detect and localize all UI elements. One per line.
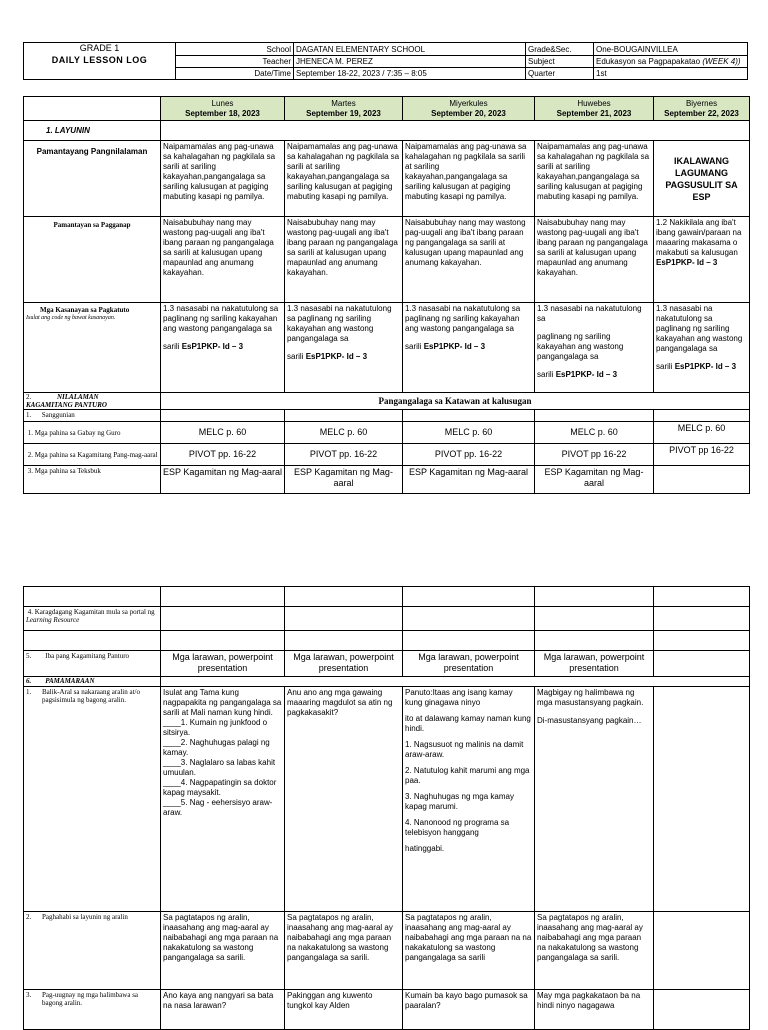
paghahabi-label: 2. Paghahabi sa layunin ng aralin: [24, 912, 161, 990]
pg-label: Pamantayan sa Pagganap: [24, 217, 161, 303]
day-header-wed: Miyerkules September 20, 2023: [403, 97, 535, 121]
grade-sec-value: One-BOUGAINVILLEA: [594, 43, 748, 56]
pu-tue: Pakinggan ang kuwento tungkol kay Alden: [285, 990, 403, 1030]
mk-label-cell: [24, 303, 161, 393]
balik-aral-label: 1. Balik-Aral sa nakaraang aralin at/o pagsisimula ng bagong aralin.: [24, 687, 161, 912]
pag-uugnay-label: 3. Pag-uugnay ng mga halimbawa sa bagong aralin.: [24, 990, 161, 1030]
mk-wed: 1.3 nasasabi na nakatutulong sa paglinang ng sariling kakayahan ang wastong pangangalaga sa sarili EsP1PKP- Id – 3: [403, 303, 535, 393]
larawan-tue: Mga larawan, powerpoint presentation: [285, 651, 403, 677]
teacher-value: JHENECA M. PEREZ: [294, 56, 526, 68]
header-table: [23, 42, 748, 80]
kagamitang-pang-label: 2. Mga pahina sa Kagamitang Pang-mag-aaral: [24, 444, 161, 466]
pivot-wed: PIVOT pp. 16-22: [403, 444, 535, 466]
blank-b1: [161, 631, 285, 651]
ba-fri: [654, 687, 750, 912]
melc-fri: MELC p. 60: [654, 422, 750, 444]
karagdagang-tue: [285, 607, 403, 631]
karagdagang-fri: [654, 607, 750, 631]
esp-tue: ESP Kagamitan ng Mag-aaral: [285, 466, 403, 494]
pu-wed: Kumain ba kayo bago pumasok sa paaralan?: [403, 990, 535, 1030]
karagdagang-wed: [403, 607, 535, 631]
pp-fri: IKALAWANG LAGUMANG PAGSUSULIT SA ESP: [654, 141, 750, 217]
pp-thu: Naipamamalas ang pag-unawa sa kahalagahan ng pagkilala sa sarili at sariling kakayahan,pangangalaga sa sariling kalusugan at pagiging mabuting kasapi ng pamilya.: [535, 141, 654, 217]
blank-a5: [654, 587, 750, 607]
lesson-table-2: [23, 586, 750, 1030]
pu-mon: Ano kaya ang nangyari sa bata na nasa larawan?: [161, 990, 285, 1030]
teacher-label: Teacher: [176, 56, 294, 68]
pg-wed: Naisabubuhay nang may wastong pag-uugali ang iba't ibang paraan ng pangangalaga sa sarili at kalusugan upang mapaunlad ang anumang kakayahan.: [403, 217, 535, 303]
larawan-fri: [654, 651, 750, 677]
pamamaraan-blank: [161, 677, 750, 687]
blank-b5: [654, 631, 750, 651]
mk-fri: 1.3 nasasabi na nakatutulong sa paglinang ng sariling kakayahan ang wastong pangangalaga sa sarili EsP1PKP- Id – 3: [654, 303, 750, 393]
pg-mon: Naisabubuhay nang may wastong pag-uugali ang iba't ibang paraan ng pangangalaga sa sarili at kalusugan upang mapaunlad ang anumang kakayahan.: [161, 217, 285, 303]
day-header-thu: Huwebes September 21, 2023: [535, 97, 654, 121]
melc-tue: MELC p. 60: [285, 422, 403, 444]
subject-value: [594, 56, 748, 68]
melc-wed: MELC p. 60: [403, 422, 535, 444]
subject-name: Edukasyon sa Pagpapakatao: [596, 57, 701, 66]
esp-thu: ESP Kagamitan ng Mag-aaral: [535, 466, 654, 494]
mk-label: Mga Kasanayan sa Pagkatuto: [40, 306, 130, 314]
melc-thu: MELC p. 60: [535, 422, 654, 444]
nilalaman-cell: 2. NILALAMAN KAGAMITANG PANTURO: [24, 393, 161, 410]
kagamitang-heading: KAGAMITANG PANTURO: [26, 401, 107, 409]
day-header-mon: Lunes September 18, 2023: [161, 97, 285, 121]
karagdagang-mon: [161, 607, 285, 631]
day-header-fri: Biyernes September 22, 2023: [654, 97, 750, 121]
blank-b0: [24, 631, 161, 651]
quarter-label: Quarter: [526, 68, 594, 80]
pp-tue: Naipamamalas ang pag-unawa sa kahalagahan ng pagkilala sa sarili at sariling kakayahan,pangangalaga sa sariling kalusugan at pagiging mabuting kasapi ng pamilya.: [285, 141, 403, 217]
blank-b4: [535, 631, 654, 651]
pp-wed: Naipamamalas ang pag-unawa sa kahalagahan ng pagkilala sa sarili at sariling kakayahan,pangangalaga sa sariling kalusugan at pagiging mabuting kasapi ng pamilya.: [403, 141, 535, 217]
esp-wed: ESP Kagamitan ng Mag-aaral: [403, 466, 535, 494]
karagdagang-label: 4. Karagdagang Kagamitan mula sa portal ng Learning Resource: [24, 607, 161, 631]
sanggunian-fri: [654, 410, 750, 422]
blank-a3: [403, 587, 535, 607]
school-label: School: [176, 43, 294, 56]
ba-thu: Magbigay ng halimbawa ng mga masustansyang pagkain. Di-masustansyang pagkain…: [535, 687, 654, 912]
pivot-fri: PIVOT pp 16-22: [654, 444, 750, 466]
blank-a4: [535, 587, 654, 607]
sanggunian-tue: [285, 410, 403, 422]
sanggunian-mon: [161, 410, 285, 422]
blank-a0: [24, 587, 161, 607]
blank-a1: [161, 587, 285, 607]
corner-cell: [24, 97, 161, 121]
layunin-heading: 1. LAYUNIN: [24, 121, 161, 141]
subject-label: Subject: [526, 56, 594, 68]
esp-mon: ESP Kagamitan ng Mag-aaral: [161, 466, 285, 494]
day-header-tue: Martes September 19, 2023: [285, 97, 403, 121]
sanggunian-thu: [535, 410, 654, 422]
topic-cell: Pangangalaga sa Katawan at kalusugan: [161, 393, 750, 410]
pivot-thu: PIVOT pp 16-22: [535, 444, 654, 466]
blank-b2: [285, 631, 403, 651]
iba-pang-label: 5. Iba pang Kagamitang Panturo: [24, 651, 161, 677]
layunin-blank: [161, 121, 750, 141]
ph-thu: Sa pagtatapos ng aralin, inaasahang ang mag-aaral ay naibabahagi ang mga paraan na nakakatulong sa wastong pangangalaga sa sarili.: [535, 912, 654, 990]
ph-fri: [654, 912, 750, 990]
larawan-wed: Mga larawan, powerpoint presentation: [403, 651, 535, 677]
pu-thu: May mga pagkakataon ba na hindi ninyo nagagawa: [535, 990, 654, 1030]
mk-tue: 1.3 nasasabi na nakatutulong sa paglinang ng sariling kakayahan ang wastong pangangalaga sa sarili EsP1PKP- Id – 3: [285, 303, 403, 393]
gabay-label: 1. Mga pahina sa Gabay ng Guro: [24, 422, 161, 444]
quarter-value: 1st: [594, 68, 748, 80]
karagdagang-thu: [535, 607, 654, 631]
pp-label: Pamantayang Pangnilalaman: [24, 141, 161, 217]
pg-fri: 1.2 Nakikilala ang iba't ibang gawain/paraan na maaaring makasama o makabuti sa kalusugan EsP1PKP- Id – 3: [654, 217, 750, 303]
blank-a2: [285, 587, 403, 607]
lesson-table-1: [23, 96, 750, 494]
pivot-tue: PIVOT pp. 16-22: [285, 444, 403, 466]
teksbuk-label: 3. Mga pahina sa Teksbuk: [24, 466, 161, 494]
mk-sub: Isulat ang code ng bawat kasanayan.: [26, 315, 116, 321]
pivot-mon: PIVOT pp. 16-22: [161, 444, 285, 466]
ba-wed: Panuto:Itaas ang isang kamay kung ginagawa ninyo ito at dalawang kamay naman kung hindi. 1. Nagsusuot ng malinis na damit araw-araw. 2. Natutulog kahit marumi ang mga paa. 3. Naghuhugas ng mga kamay kapag marumi. 4. Nanonood ng programa sa telebisyon hanggang hatinggabi.: [403, 687, 535, 912]
ph-wed: Sa pagtatapos ng aralin, inaasahang ang mag-aaral ay naibabahagi ang mga paraan na na nakakatulong sa wastong pangangalaga sa sarili: [403, 912, 535, 990]
blank-b3: [403, 631, 535, 651]
datetime-label: Date/Time: [176, 68, 294, 80]
ph-mon: Sa pagtatapos ng aralin, inaasahang ang mag-aaral ay naibabahagi ang mga paraan na nakakatulong sa wastong pangangalaga sa sarili.: [161, 912, 285, 990]
pp-mon: Naipamamalas ang pag-unawa sa kahalagahan ng pagkilala sa sarili at sariling kakayahan,pangangalaga sa sariling kalusugan at pagiging mabuting kasapi ng pamilya.: [161, 141, 285, 217]
log-title: DAILY LESSON LOG: [51, 55, 148, 65]
larawan-mon: Mga larawan, powerpoint presentation: [161, 651, 285, 677]
melc-mon: MELC p. 60: [161, 422, 285, 444]
grade-sec-label: Grade&Sec.: [526, 43, 594, 56]
grade-cell: [24, 43, 176, 80]
pg-thu: Naisabubuhay nang may wastong pag-uugali ang iba't ibang paraan ng pangangalaga sa sarili at kalusugan upang mapaunlad ang anumang kakayahan.: [535, 217, 654, 303]
sanggunian-wed: [403, 410, 535, 422]
nilalaman-heading: NILALAMAN: [57, 393, 99, 401]
subject-week: (WEEK 4)): [702, 57, 741, 66]
mk-thu: 1.3 nasasabi na nakatutulong sa paglinang ng sariling kakayahan ang wastong pangangalaga sa sarili EsP1PKP- Id – 3: [535, 303, 654, 393]
pamamaraan-heading: 6. PAMAMARAAN: [24, 677, 161, 687]
grade-label: GRADE 1: [79, 43, 120, 53]
school-value: DAGATAN ELEMENTARY SCHOOL: [294, 43, 526, 56]
larawan-thu: Mga larawan, powerpoint presentation: [535, 651, 654, 677]
esp-fri: [654, 466, 750, 494]
sanggunian-label: 1. Sanggunian: [24, 410, 161, 422]
mk-mon: 1.3 nasasabi na nakatutulong sa paglinang ng sariling kakayahan ang wastong pangangalaga sa sarili EsP1PKP- Id – 3: [161, 303, 285, 393]
ph-tue: Sa pagtatapos ng aralin, inaasahang ang mag-aaral ay naibabahagi ang mga paraan na nakakatulong sa wastong pangangalaga sa sarili.: [285, 912, 403, 990]
pg-tue: Naisabubuhay nang may wastong pag-uugali ang iba't ibang paraan ng pangangalaga sa sarili at kalusugan upang mapaunlad ang anumang kakayahan.: [285, 217, 403, 303]
ba-mon: Isulat ang Tama kung nagpapakita ng pangangalaga sa sarili at Mali naman kung hindi. ____1. Kumain ng junkfood o sitsirya. ____2. Naghuhugas palagi ng kamay. ____3. Naglalaro sa labas kahit umuulan. ____4. Nagpapatingin sa doktor kapag maysakit. ____5. Nag - eehersisyo araw-araw.: [161, 687, 285, 912]
datetime-value: September 18-22, 2023 / 7:35 – 8:05: [294, 68, 526, 80]
ba-tue: Anu ano ang mga gawaing maaaring magdulot sa atin ng pagkakasakit?: [285, 687, 403, 912]
